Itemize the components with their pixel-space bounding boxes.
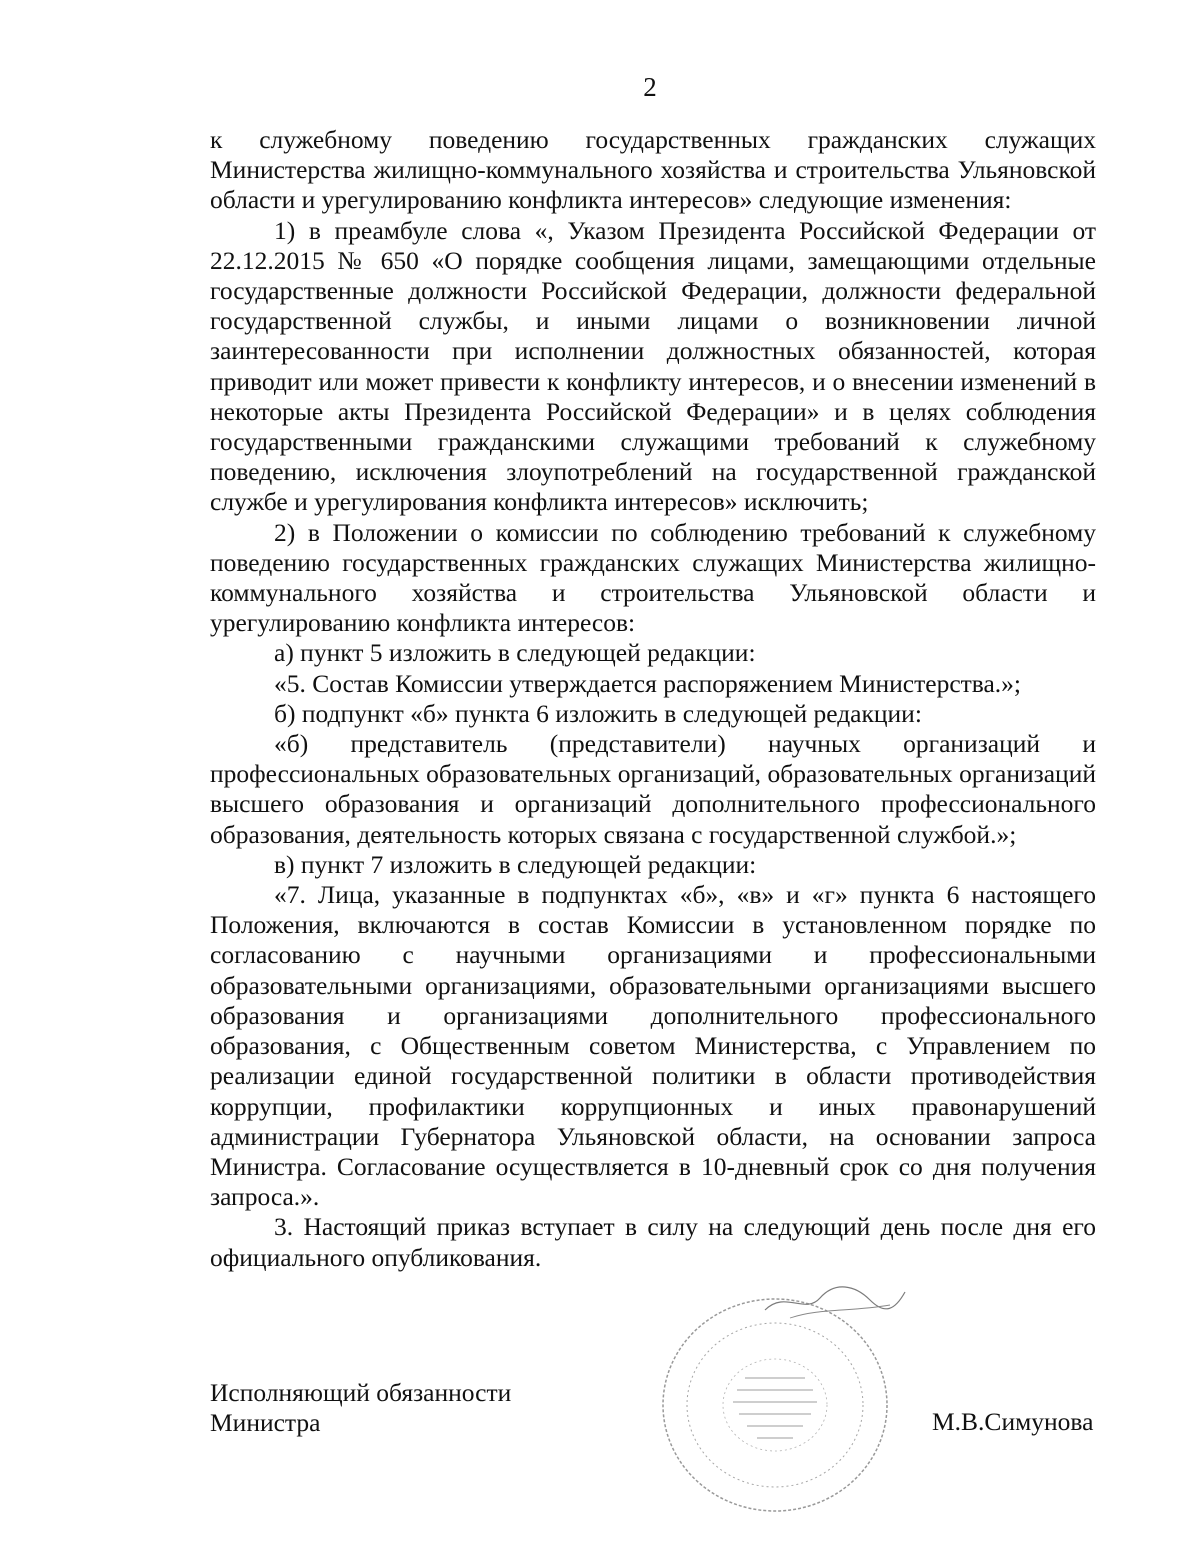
paragraph-item-1: 1) в преамбуле слова «, Указом Президента Российской Федерации от 22.12.2015 № 650 «О порядке сообщения лицами, замещающими отдельные государственные должности Российской Федерации, должности федеральной государственной службы, и иными лицами о возникновении личной заинтересованности при исполнении должностных обязанностей, которая приводит или может привести к конфликту интересов, и о внесении изменений в некоторые акты Президента Российской Федерации» и в целях соблюдения государственными гражданскими служащими требований к служебному поведению, исключения злоупотреблений на государственной гражданской службе и урегулирования конфликта интересов» исключить; — [210, 215, 1096, 517]
page-number: 2 — [643, 72, 657, 102]
paragraph-item-3: 3. Настоящий приказ вступает в силу на следующий день после дня его официального опубликования. — [210, 1212, 1096, 1272]
paragraph-subitem-v: в) пункт 7 изложить в следующей редакции: — [274, 849, 757, 879]
paragraph-clause-b: «б) представитель (представители) научных организаций и профессиональных образовательных организаций, образовательных организаций высшего образования и организаций дополнительного профессионального образования, деятельность которых связана с государственной службой.»; — [210, 729, 1096, 849]
paragraph-continuation: к служебному поведению государственных гражданских служащих Министерства жилищно-коммунального хозяйства и строительства Ульяновской области и урегулированию конфликта интересов» следующие изменения: — [210, 125, 1096, 215]
signatory-position-line2: Министра — [210, 1408, 321, 1438]
paragraph-subitem-b: б) подпункт «б» пункта 6 изложить в следующей редакции: — [274, 698, 922, 728]
signatory-position-line1: Исполняющий обязанности — [210, 1378, 512, 1407]
paragraph-subitem-a: а) пункт 5 изложить в следующей редакции: — [274, 638, 756, 668]
official-seal — [655, 1290, 895, 1520]
signatory-name: М.В.Симунова — [932, 1407, 1094, 1436]
paragraph-clause-5: «5. Состав Комиссии утверждается распоряжением Министерства.»; — [274, 668, 1022, 698]
paragraph-clause-7: «7. Лица, указанные в подпунктах «б», «в» и «г» пункта 6 настоящего Положения, включаются в состав Комиссии в установленном порядке по согласованию с научными организациями и профессиональными образовательными организациями, образовательными организациями высшего образования и организациями дополнительного профессионального образования, с Общественным советом Министерства, с Управлением по реализации единой государственной политики в области противодействия коррупции, профилактики коррупционных и иных правонарушений администрации Губернатора Ульяновской области, на основании запроса Министра. Согласование осуществляется в 10-дневный срок со дня получения запроса.». — [210, 880, 1096, 1212]
paragraph-item-2: 2) в Положении о комиссии по соблюдению требований к служебному поведению государственных гражданских служащих Министерства жилищно-коммунального хозяйства и строительства Ульяновской области и урегулированию конфликта интересов: — [210, 517, 1096, 638]
document-body — [210, 125, 1096, 1273]
signatory-position — [210, 1378, 511, 1438]
